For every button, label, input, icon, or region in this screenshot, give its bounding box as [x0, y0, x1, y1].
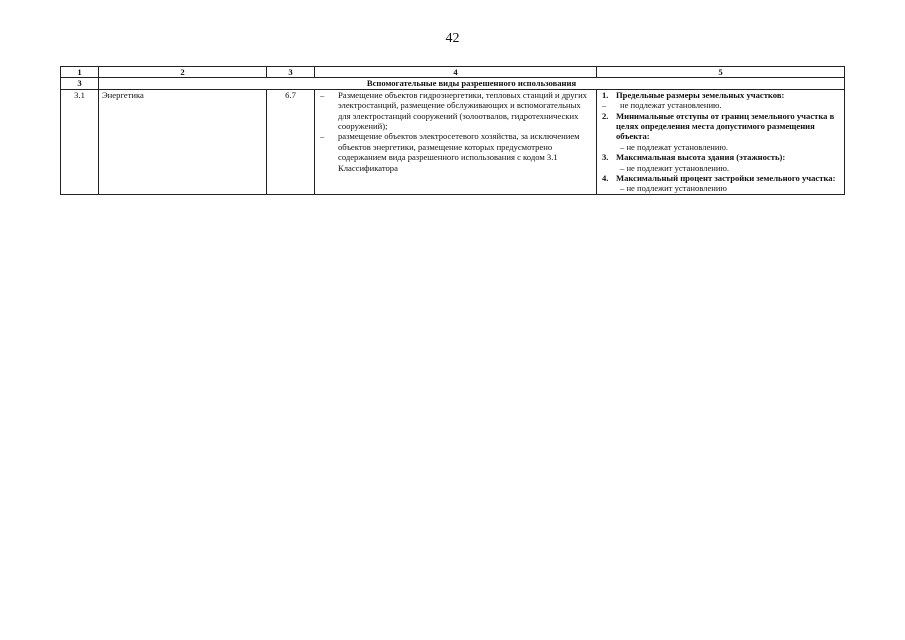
- row-name: Энергетика: [99, 89, 267, 194]
- table-row: [61, 89, 845, 194]
- description-list: [318, 90, 593, 173]
- section-code: 3: [61, 78, 99, 89]
- row-parameters: [597, 89, 845, 194]
- parameter-value: – не подлежит установлению: [620, 183, 727, 194]
- row-code: 3.1: [61, 89, 99, 194]
- header-col-3: 3: [267, 67, 315, 78]
- parameter-value: – не подлежат установлению.: [620, 141, 729, 152]
- parameter-title: 3. Максимальная высота здания (этажность):: [602, 152, 786, 163]
- parameter-title: 4. Максимальный процент застройки земельного участка:: [602, 173, 836, 184]
- parameter-value: – не подлежит установлению.: [620, 162, 730, 173]
- header-col-2: 2: [99, 67, 267, 78]
- description-text: размещение объектов электросетевого хозяйства, за исключением объектов энергетики, размещение которых предусмотрено содержанием вида разрешенного использования с кодом 3.1 Классификатора: [338, 131, 580, 173]
- description-item: – размещение объектов электросетевого хозяйства, за исключением объектов энергетики, размещение которых предусмотрено содержанием вида разрешенного использования с кодом 3.1 Классификатора: [320, 131, 580, 173]
- parameter-item: [600, 152, 841, 173]
- description-text: Размещение объектов гидроэнергетики, тепловых станций и других электростанций, размещение обслуживающих и вспомогательных для электростанций сооружений (золоотвалов, гидротехнических сооружений);: [338, 89, 587, 132]
- parameter-value: – не подлежат установлению.: [602, 100, 722, 111]
- description-item: – Размещение объектов гидроэнергетики, тепловых станций и других электростанций, размещение обслуживающих и вспомогательных для электростанций сооружений (золоотвалов, гидротехнических сооружений);: [320, 89, 587, 132]
- parameter-item: [600, 111, 841, 153]
- section-row: [61, 78, 845, 89]
- page-number: 42: [445, 31, 460, 46]
- row-classifier-code: 6.7: [267, 89, 315, 194]
- row-description: [315, 89, 597, 194]
- section-title: Вспомогательные виды разрешенного использования: [99, 78, 845, 89]
- parameter-title: 1. Предельные размеры земельных участков:: [602, 89, 785, 100]
- parameter-title: 2. Минимальные отступы от границ земельного участка в целях определения места допустимого размещения объекта:: [602, 110, 835, 142]
- parameter-item: [600, 90, 841, 111]
- header-col-4: 4: [315, 67, 597, 78]
- header-row: [61, 67, 845, 78]
- header-col-5: 5: [597, 67, 845, 78]
- land-use-table: [60, 66, 845, 195]
- parameter-item: [600, 173, 841, 194]
- header-col-1: 1: [61, 67, 99, 78]
